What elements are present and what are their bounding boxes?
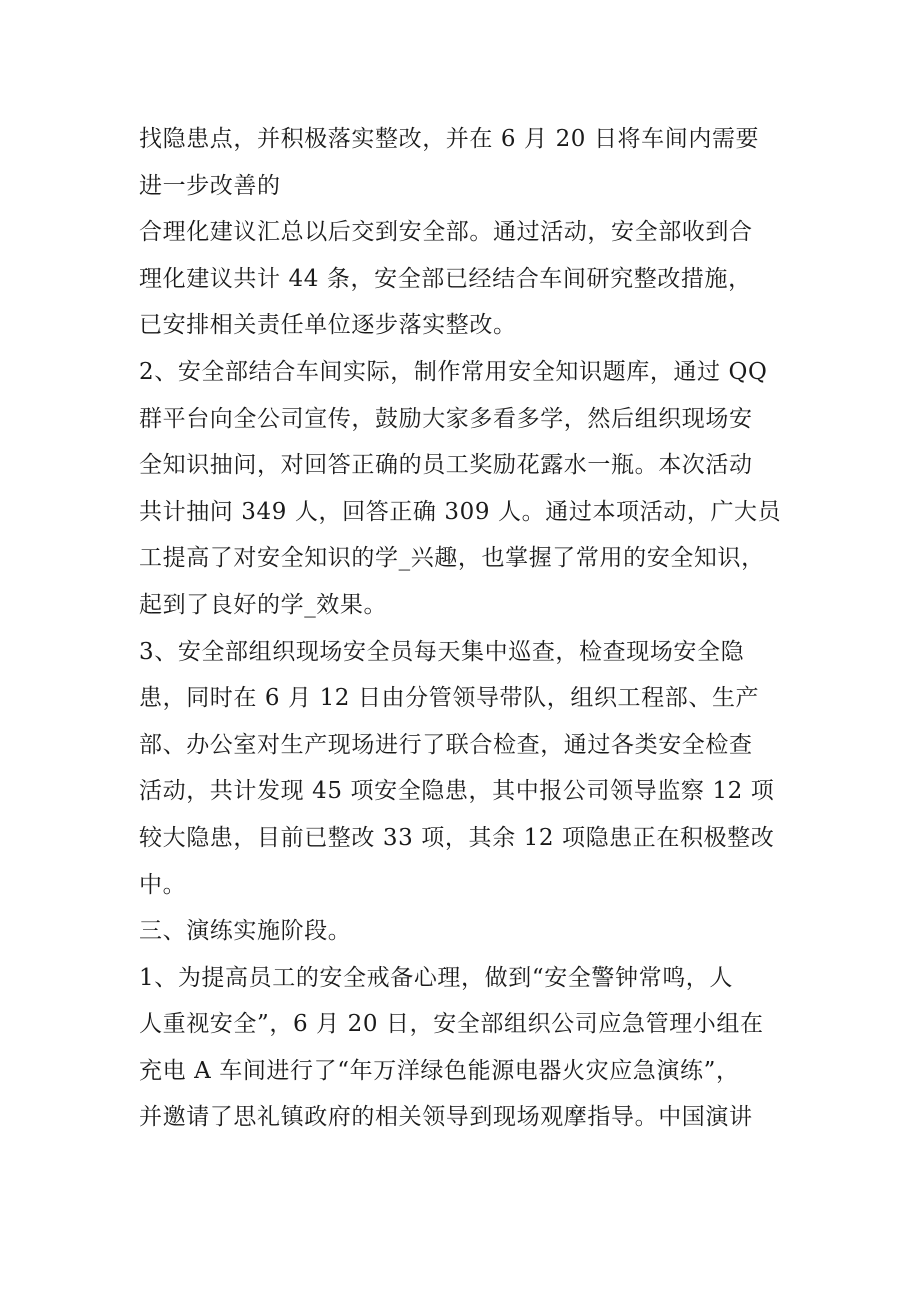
text-line: 活动，共计发现 45 项安全隐患，其中报公司领导监察 12 项 (139, 778, 775, 805)
text-line: 全知识抽问，对回答正确的员工奖励花露水一瓶。本次活动 (139, 452, 753, 479)
text-line: 起到了良好的学_效果。 (139, 591, 388, 618)
text-line: 三、演练实施阶段。 (139, 918, 352, 945)
text-line: 充电 A 车间进行了“年万洋绿色能源电器火灾应急演练”， (139, 1057, 740, 1084)
text-line: 进一步改善的 (139, 172, 281, 199)
text-line: 3、安全部组织现场安全员每天集中巡查，检查现场安全隐 (139, 638, 745, 665)
text-line: 1、为提高员工的安全戒备心理，做到“安全警钟常鸣，人 (139, 964, 733, 991)
text-line: 患，同时在 6 月 12 日由分管领导带队，组织工程部、生产 (139, 685, 760, 712)
text-line: 共计抽问 349 人，回答正确 309 人。通过本项活动，广大员 (139, 498, 782, 525)
text-line: 2、安全部结合车间实际，制作常用安全知识题库，通过 QQ (139, 358, 768, 385)
text-line: 已安排相关责任单位逐步落实整改。 (139, 312, 517, 339)
text-line: 群平台向全公司宣传，鼓励大家多看多学，然后组织现场安 (139, 405, 753, 432)
text-line: 部、办公室对生产现场进行了联合检查，通过各类安全检查 (139, 731, 753, 758)
text-line: 找隐患点，并积极落实整改，并在 6 月 20 日将车间内需要 (139, 126, 760, 152)
text-line: 合理化建议汇总以后交到安全部。通过活动，安全部收到合 (139, 219, 753, 246)
text-line: 人重视安全”，6 月 20 日，安全部组织公司应急管理小组在 (139, 1011, 764, 1038)
text-line: 工提高了对安全知识的学_兴趣，也掌握了常用的安全知识， (139, 545, 765, 572)
document-body (139, 116, 799, 1141)
text-line: 并邀请了思礼镇政府的相关领导到现场观摩指导。中国演讲 (139, 1104, 753, 1131)
text-line: 理化建议共计 44 条，安全部已经结合车间研究整改措施， (139, 265, 752, 292)
text-line: 中。 (139, 871, 187, 898)
text-line: 较大隐患，目前已整改 33 项，其余 12 项隐患正在积极整改 (139, 824, 775, 851)
